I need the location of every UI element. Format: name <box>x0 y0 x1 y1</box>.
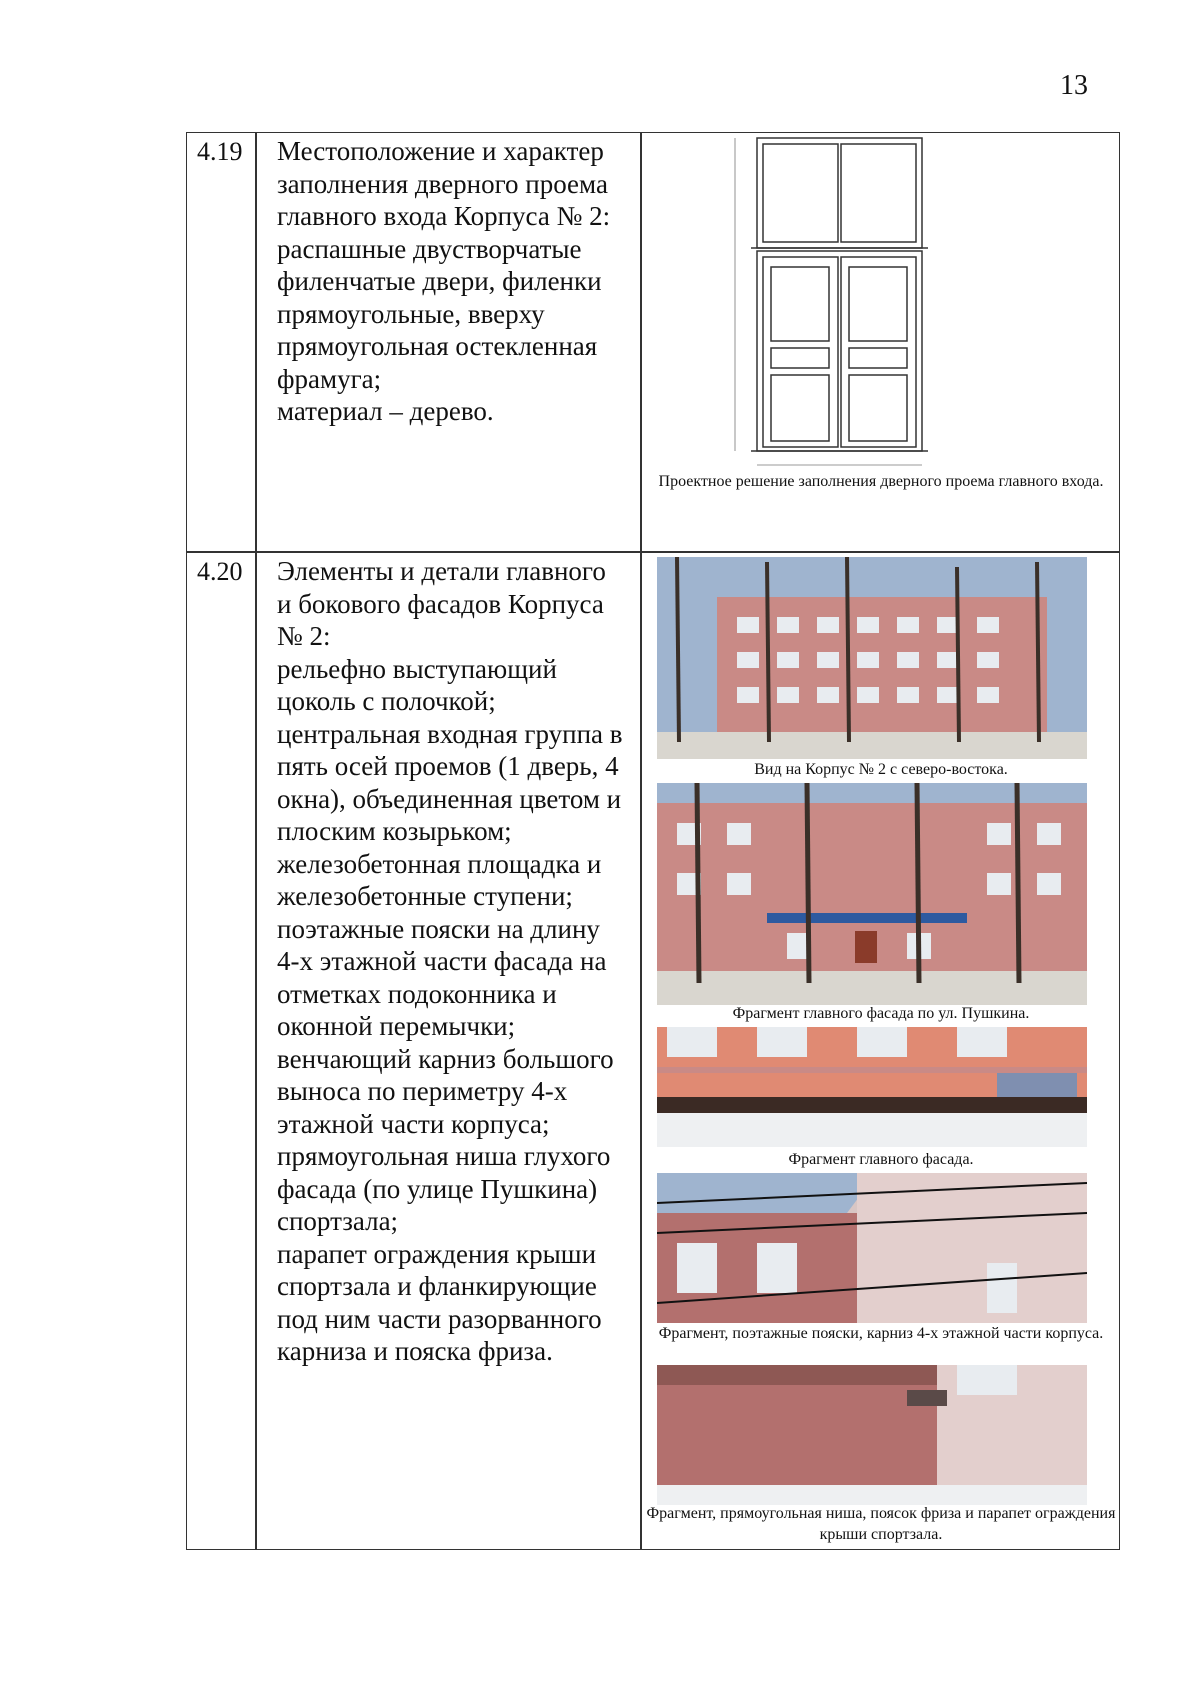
row-number: 4.19 <box>197 137 243 166</box>
photo-caption: Фрагмент, поэтажные пояски, карниз 4-х этажной части корпуса. <box>658 1325 1104 1342</box>
row-description: Элементы и детали главного и бокового фасадов Корпуса № 2: рельефно выступающий цоколь с полочкой; центральная входная группа в пять осей проемов (1 дверь, 4 окна), объединенная цветом и плоским козырьком; железобетонная площадка и железобетонные ступени; поэтажные пояски на длину 4-х этажной части фасада на отметках подоконника и оконной перемычки; венчающий карниз большого выноса по периметру 4-х этажной части корпуса; прямоугольная ниша глухого фасада (по улице Пушкина) спортзала; парапет ограждения крыши спортзала и фланкирующие под ним части разорванного карниза и пояска фриза. <box>277 556 623 1366</box>
page-number: 13 <box>1060 70 1088 101</box>
photo-caption: Фрагмент главного фасада. <box>788 1151 974 1168</box>
facade-photo <box>657 1173 1087 1323</box>
photo-caption: Фрагмент главного фасада по ул. Пушкина. <box>732 1005 1030 1022</box>
facade-photo <box>657 557 1087 759</box>
row-divider <box>187 551 1119 553</box>
facade-photo <box>657 783 1087 1005</box>
row-number: 4.20 <box>197 557 243 586</box>
door-drawing-caption: Проектное решение заполнения дверного проема главного входа. <box>658 473 1104 490</box>
photo-caption: Вид на Корпус № 2 с северо-востока. <box>754 761 1008 778</box>
column-divider <box>255 133 257 1549</box>
facade-photo <box>657 1027 1087 1147</box>
row-description: Местоположение и характер заполнения дверного проема главного входа Корпуса № 2: распашные двустворчатые филенчатые двери, филенки прямоугольные, вверху прямоугольная остекленная фрамуга; материал – дерево. <box>277 136 611 426</box>
document-table <box>186 132 1120 1550</box>
door-drawing <box>717 133 1017 473</box>
facade-photo <box>657 1365 1087 1505</box>
photo-caption: Фрагмент, прямоугольная ниша, поясок фриза и парапет ограждения крыши спортзала. <box>646 1505 1116 1543</box>
